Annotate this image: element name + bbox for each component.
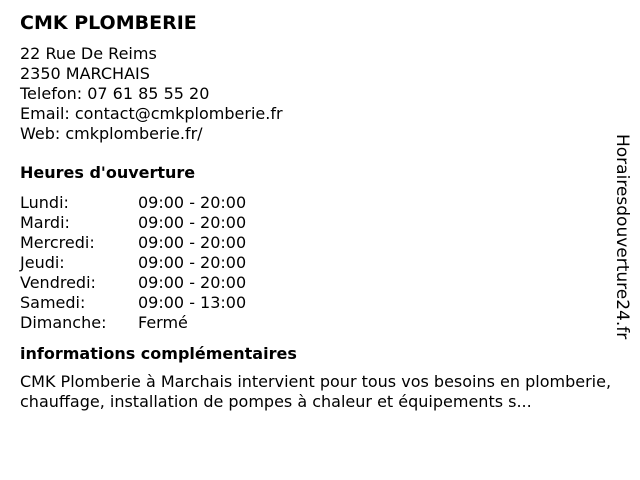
time-range: 09:00 - 20:00	[138, 193, 247, 212]
email-line: Email: contact@cmkplomberie.fr	[20, 104, 283, 123]
phone-line: Telefon: 07 61 85 55 20	[20, 84, 210, 103]
time-range: 09:00 - 20:00	[138, 253, 247, 272]
day-label: Lundi:	[20, 193, 69, 212]
site-watermark: Horairesdouverture24.fr	[612, 134, 632, 340]
address-line-1: 22 Rue De Reims	[20, 44, 157, 63]
time-range: 09:00 - 20:00	[138, 233, 247, 252]
day-label: Jeudi:	[20, 253, 65, 272]
address-line-2: 2350 MARCHAIS	[20, 64, 150, 83]
contact-block	[20, 44, 620, 144]
time-range: 09:00 - 20:00	[138, 273, 247, 292]
hours-heading: Heures d'ouverture	[20, 163, 196, 182]
hours-row-wednesday	[20, 233, 620, 253]
web-line: Web: cmkplomberie.fr/	[20, 124, 203, 143]
time-range: 09:00 - 13:00	[138, 293, 247, 312]
info-heading: informations complémentaires	[20, 344, 297, 363]
hours-row-sunday	[20, 313, 620, 333]
hours-row-saturday	[20, 293, 620, 313]
time-range: 09:00 - 20:00	[138, 213, 247, 232]
hours-row-monday	[20, 193, 620, 213]
hours-row-thursday	[20, 253, 620, 273]
day-label: Vendredi:	[20, 273, 96, 292]
day-label: Dimanche:	[20, 313, 107, 332]
business-name: CMK PLOMBERIE	[20, 12, 197, 34]
opening-hours-table	[20, 193, 620, 333]
hours-row-friday	[20, 273, 620, 293]
day-label: Mardi:	[20, 213, 70, 232]
time-range: Fermé	[138, 313, 188, 332]
hours-row-tuesday	[20, 213, 620, 233]
day-label: Mercredi:	[20, 233, 95, 252]
day-label: Samedi:	[20, 293, 86, 312]
business-card	[20, 10, 620, 412]
info-description: CMK Plomberie à Marchais intervient pour tous vos besoins en plomberie, chauffage, installation de pompes à chaleur et équipements s...	[20, 372, 612, 411]
